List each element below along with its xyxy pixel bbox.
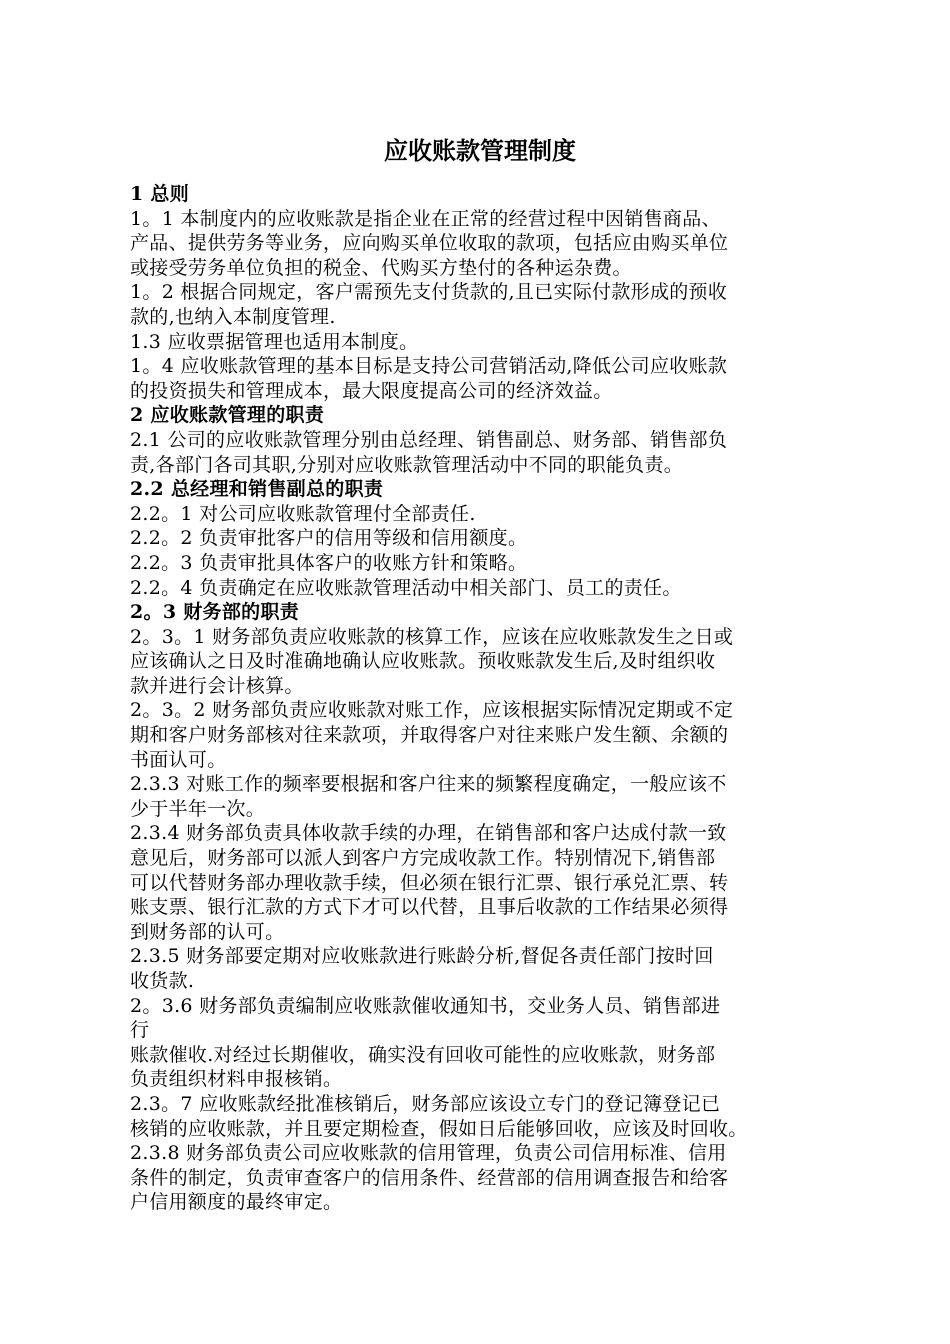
paragraph-line: 收货款.: [130, 970, 195, 992]
paragraph-line: 1.3 应收票据管理也适用本制度。: [130, 330, 419, 353]
paragraph-line: 账支票、银行汇款的方式下才可以代替，且事后收款的工作结果必须得: [130, 896, 729, 919]
section-heading: 2。3 财务部的职责: [130, 601, 300, 624]
paragraph-line: 1。1 本制度内的应收账款是指企业在正常的经营过程中因销售商品、: [130, 207, 721, 230]
paragraph-line: 责,各部门各司其职,分别对应收账款管理活动中不同的职能负责。: [130, 453, 684, 476]
paragraph-line: 2。3。1 财务部负责应收账款的核算工作，应该在应收账款发生之日或: [130, 625, 734, 648]
paragraph-line: 2.2。2 负责审批客户的信用等级和信用额度。: [130, 527, 528, 550]
paragraph-line: 户信用额度的最终审定。: [130, 1191, 343, 1214]
paragraph-line: 1。2 根据合同规定，客户需预先支付货款的,且已实际付款形成的预收: [130, 281, 728, 304]
paragraph-line: 2。3.6 财务部负责编制应收账款催收通知书，交业务人员、销售部进: [130, 994, 721, 1017]
paragraph-line: 2.3.8 财务部负责公司应收账款的信用管理，负责公司信用标准、信用: [130, 1142, 727, 1165]
paragraph-line: 期和客户财务部核对往来款项，并取得客户对往来账户发生额、余额的: [130, 724, 729, 747]
paragraph-line: 2.3.4 财务部负责具体收款手续的办理，在销售部和客户达成付款一致: [130, 822, 727, 845]
paragraph-line: 2.2。4 负责确定在应收账款管理活动中相关部门、员工的责任。: [130, 576, 682, 599]
paragraph-line: 的投资损失和管理成本，最大限度提高公司的经济效益。: [130, 379, 613, 402]
paragraph-line: 2.2。1 对公司应收账款管理付全部责任.: [130, 502, 476, 525]
paragraph-line: 1。4 应收账款管理的基本目标是支持公司营销活动,降低公司应收账款: [130, 355, 728, 378]
paragraph-line: 2.3.5 财务部要定期对应收账款进行账龄分析,督促各责任部门按时回: [130, 945, 714, 968]
paragraph-line: 账款催收.对经过长期催收，确实没有回收可能性的应收账款，财务部: [130, 1043, 716, 1066]
paragraph-line: 产品、提供劳务等业务，应向购买单位收取的款项，包括应由购买单位: [130, 232, 729, 255]
paragraph-line: 负责组织材料申报核销。: [130, 1068, 343, 1091]
document-body: [130, 182, 830, 1215]
paragraph-line: 2.3。7 应收账款经批准核销后，财务部应该设立专门的登记簿登记已: [130, 1092, 721, 1115]
document-page: [130, 134, 830, 1215]
section-heading: 2 应收账款管理的职责: [130, 404, 325, 427]
paragraph-line: 2.2。3 负责审批具体客户的收账方针和策略。: [130, 551, 528, 574]
paragraph-line: 少于半年一次。: [130, 797, 266, 820]
paragraph-line: 到财务部的认可。: [130, 920, 285, 943]
section-heading: 1 总则: [130, 183, 190, 205]
paragraph-line: 可以代替财务部办理收款手续，但必须在银行汇票、银行承兑汇票、转: [130, 871, 729, 894]
paragraph-line: 2。3。2 财务部负责应收账款对账工作，应该根据实际情况定期或不定: [130, 699, 734, 722]
paragraph-line: 或接受劳务单位负担的税金、代购买方垫付的各种运杂费。: [130, 256, 632, 279]
paragraph-line: 2.1 公司的应收账款管理分别由总经理、销售副总、财务部、销售部负: [130, 428, 728, 451]
paragraph-line: 应该确认之日及时准确地确认应收账款。预收账款发生后,及时组织收: [130, 650, 716, 673]
paragraph-line: 2.3.3 对账工作的频率要根据和客户往来的频繁程度确定，一般应该不: [130, 773, 727, 796]
paragraph-line: 条件的制定，负责审查客户的信用条件、经营部的信用调查报告和给客: [130, 1166, 729, 1189]
paragraph-line: 款并进行会计核算。: [130, 674, 304, 697]
document-title: 应收账款管理制度: [384, 136, 576, 165]
section-heading: 2.2 总经理和销售副总的职责: [130, 478, 384, 501]
paragraph-line: 意见后，财务部可以派人到客户方完成收款工作。特别情况下,销售部: [130, 847, 716, 870]
paragraph-line: 款的,也纳入本制度管理.: [130, 305, 336, 328]
paragraph-line: 核销的应收账款，并且要定期检查，假如日后能够回收，应该及时回收。: [130, 1117, 748, 1140]
paragraph-line: 书面认可。: [130, 748, 227, 771]
paragraph-line: 行: [130, 1019, 150, 1042]
